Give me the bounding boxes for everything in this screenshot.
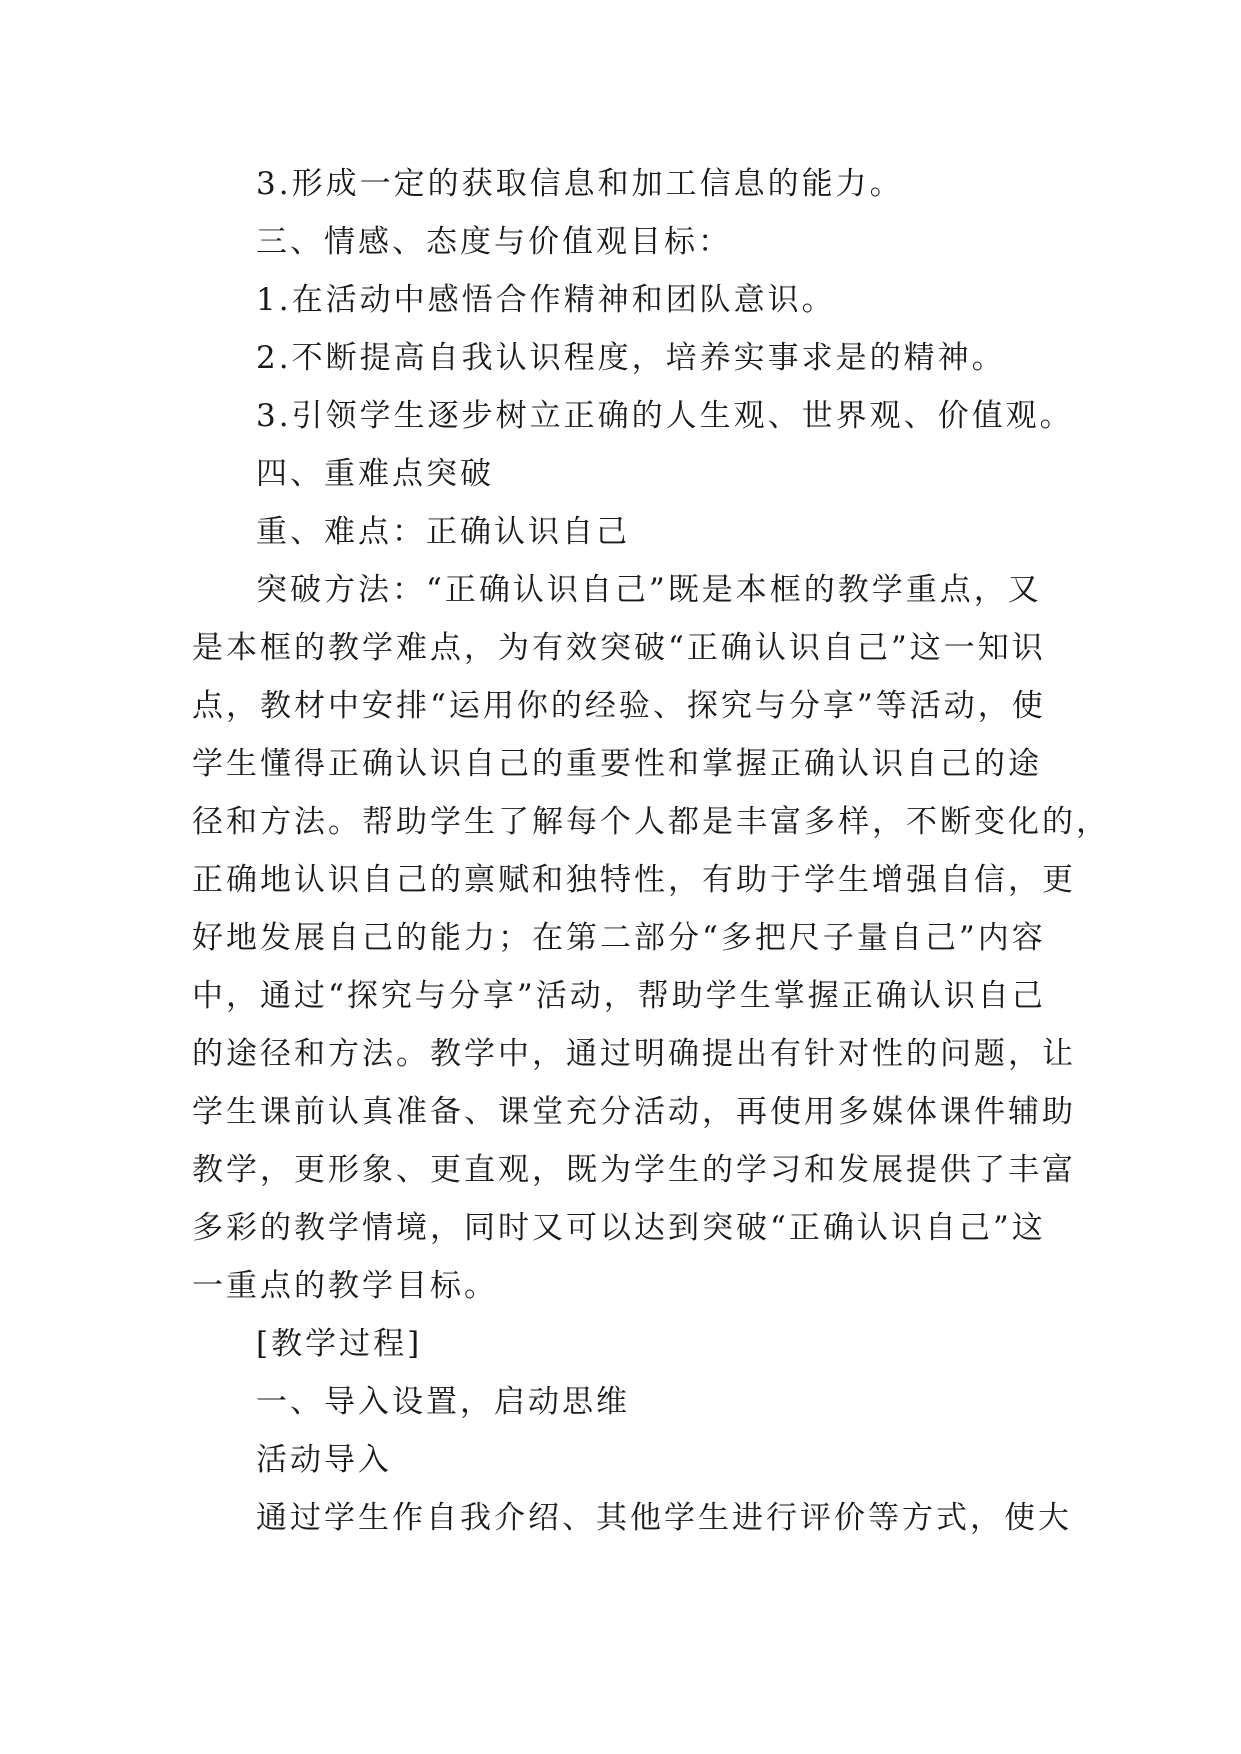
text-line: 一重点的教学目标。 — [192, 1268, 498, 1304]
text-line: 多彩的教学情境，同时又可以达到突破“正确认识自己”这 — [192, 1210, 1046, 1246]
text-line: 重、难点：正确认识自己 — [256, 514, 630, 550]
paragraph-first-line: 突破方法：“正确认识自己”既是本框的教学重点，又 — [256, 572, 1042, 608]
text-line: 点，教材中安排“运用你的经验、探究与分享”等活动，使 — [192, 688, 1046, 724]
text-line: 3.引领学生逐步树立正确的人生观、世界观、价值观。 — [256, 398, 1074, 434]
text-line: 1.在活动中感悟合作精神和团队意识。 — [256, 282, 836, 318]
text-line: 2.不断提高自我认识程度，培养实事求是的精神。 — [256, 340, 1006, 376]
text-line: 学生课前认真准备、课堂充分活动，再使用多媒体课件辅助 — [192, 1094, 1076, 1130]
text-line: 中，通过“探究与分享”活动，帮助学生掌握正确认识自己 — [192, 978, 1046, 1014]
text-line: 教学，更形象、更直观，既为学生的学习和发展提供了丰富 — [192, 1152, 1076, 1188]
text-line: 好地发展自己的能力；在第二部分“多把尺子量自己”内容 — [192, 920, 1046, 956]
paragraph-first-line: 通过学生作自我介绍、其他学生进行评价等方式，使大 — [256, 1500, 1072, 1536]
text-line: 径和方法。帮助学生了解每个人都是丰富多样，不断变化的， — [192, 804, 1110, 840]
section-heading: 一、导入设置，启动思维 — [256, 1384, 630, 1420]
text-line: 学生懂得正确认识自己的重要性和掌握正确认识自己的途 — [192, 746, 1042, 782]
text-line: 是本框的教学难点，为有效突破“正确认识自己”这一知识 — [192, 630, 1046, 666]
text-line: 3.形成一定的获取信息和加工信息的能力。 — [256, 166, 904, 202]
text-line: 正确地认识自己的禀赋和独特性，有助于学生增强自信，更 — [192, 862, 1076, 898]
text-line: 活动导入 — [256, 1442, 392, 1478]
section-heading: 三、情感、态度与价值观目标： — [256, 224, 732, 260]
section-heading: 四、重难点突破 — [256, 456, 494, 492]
text-line: 的途径和方法。教学中，通过明确提出有针对性的问题，让 — [192, 1036, 1076, 1072]
section-heading: [教学过程] — [256, 1326, 423, 1362]
